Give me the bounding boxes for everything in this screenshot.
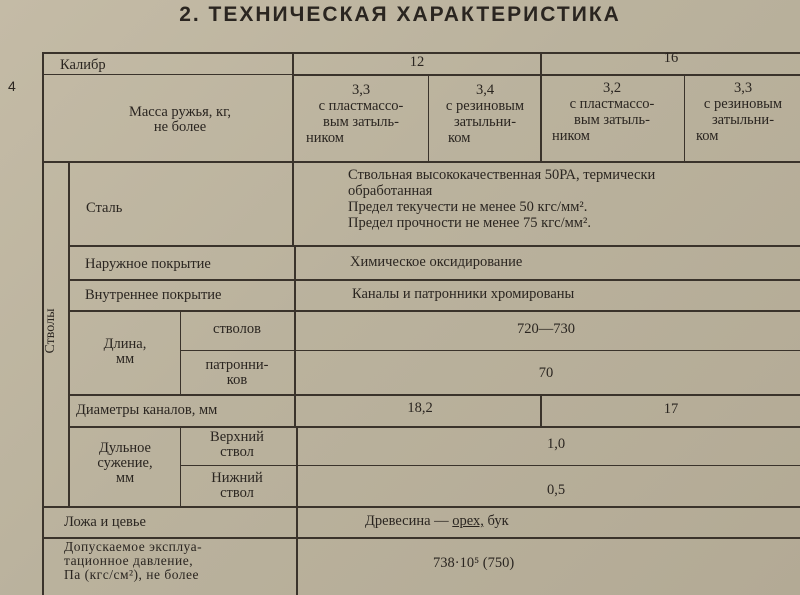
choke-upper-value: 1,0 <box>546 436 566 452</box>
caliber-16-header: 16 <box>663 50 679 66</box>
stock-value: Древесина — орех, бук <box>365 513 509 529</box>
mass-value-12-plastic: 3,3 с пластмассо- вым затыль- ником <box>306 82 404 146</box>
caliber-divider <box>42 74 300 75</box>
stock-label: Ложа и цевье <box>64 514 146 530</box>
outer-coating-value: Химическое оксидирование <box>350 254 523 270</box>
inner-coating-label: Внутреннее покрытие <box>85 287 222 303</box>
barrels-group-label: Стволы <box>43 308 58 354</box>
pressure-label: Допускаемое эксплуа- тационное давление, Па (кгс/см²), не более <box>64 539 203 582</box>
mass-divider-16 <box>684 74 685 161</box>
mass-bottom-border <box>42 161 800 163</box>
diameters-bottom-border <box>68 426 800 428</box>
outer-coating-bottom-border <box>68 279 800 281</box>
mass-label: Масса ружья, кг, не более <box>128 104 232 135</box>
pressure-value: 738·10⁵ (750) <box>433 555 515 571</box>
length-chambers-value: 70 <box>538 365 554 381</box>
choke-lower-value: 0,5 <box>546 482 566 498</box>
steel-label: Сталь <box>86 200 123 216</box>
steel-bottom-border <box>68 245 800 247</box>
sublabel-border-length <box>180 310 181 394</box>
choke-middle-divider <box>180 465 800 466</box>
mass-value-16-plastic: 3,2 с пластмассо- вым затыль- ником <box>552 80 655 144</box>
choke-bottom-border <box>42 506 800 508</box>
diameter-12-value: 18,2 <box>407 400 433 416</box>
caliber-label: Калибр <box>60 57 106 73</box>
caliber-12-header: 12 <box>409 54 425 70</box>
page-title: 2. ТЕХНИЧЕСКАЯ ХАРАКТЕРИСТИКА <box>179 3 621 26</box>
diameters-label: Диаметры каналов, мм <box>76 402 218 418</box>
outer-coating-label: Наружное покрытие <box>85 256 211 272</box>
length-barrels-label: стволов <box>213 321 261 337</box>
choke-upper-label: Верхний ствол <box>210 429 264 460</box>
steel-value: Ствольная высококачественная 50РА, термически обработанная Предел текучести не менее 50 кгс/мм². Предел прочности не менее 75 кгс/мм². <box>348 167 656 231</box>
length-barrels-value: 720—730 <box>517 321 575 337</box>
mass-value-12-rubber: 3,4 с резиновым затыльни- ком <box>445 82 525 146</box>
inner-coating-value: Каналы и патронники хромированы <box>352 286 575 302</box>
length-chambers-label: патронни- ков <box>205 357 269 388</box>
length-label: Длина, мм <box>103 336 147 367</box>
cal-header-divider <box>292 74 800 76</box>
length-bottom-border <box>68 394 800 396</box>
mass-value-16-rubber: 3,3 с резиновым затыльни- ком <box>696 80 783 144</box>
choke-label: Дульное сужение, мм <box>97 440 153 486</box>
barrels-group-border <box>68 161 70 506</box>
inner-coating-bottom-border <box>68 310 800 312</box>
sublabel-border-choke <box>180 426 181 506</box>
label-column-border-top <box>292 52 294 245</box>
choke-lower-label: Нижний ствол <box>211 470 263 501</box>
diameter-16-value: 17 <box>663 401 679 417</box>
length-middle-divider <box>180 350 800 351</box>
page-number: 4 <box>8 78 16 94</box>
mass-divider-12 <box>428 74 429 161</box>
